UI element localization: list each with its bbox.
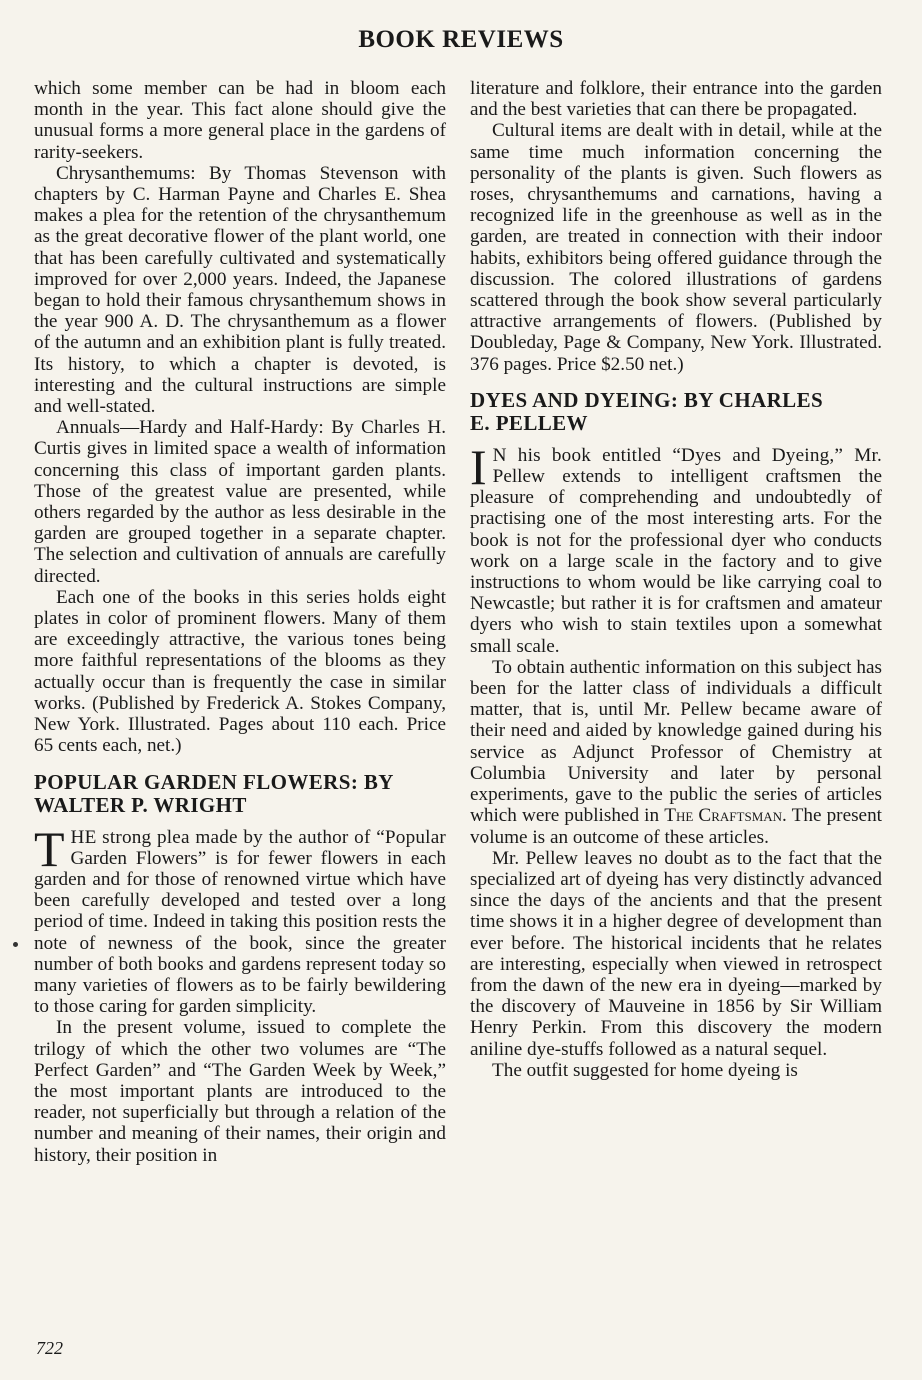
margin-mark: [13, 942, 18, 947]
page-number: 722: [36, 1338, 63, 1358]
heading-line: WALTER P. WRIGHT: [34, 792, 247, 817]
paragraph: Mr. Pellew leaves no doubt as to the fact that the specialized art of dyeing has very distinctly advanced since the days of the ancients and that the present time shows it in a higher degree of development than ever before. The historical incidents that he relates are interesting, especially when viewed in retrospect from the dawn of the new era in dyeing—marked by the discovery of Mauveine in 1856 by Sir William Henry Perkin. From this discovery the modern aniline dye-stuffs followed as a natural sequel.: [470, 847, 882, 1060]
running-head: BOOK REVIEWS: [358, 26, 564, 53]
left-column: [34, 78, 446, 1166]
heading-line: POPULAR GARDEN FLOWERS: BY: [34, 769, 394, 794]
paragraph-text: The present volume is an outcome of these articles.: [470, 805, 882, 848]
drop-cap: T: [34, 820, 65, 877]
review-heading: [34, 771, 446, 817]
paragraph: The outfit suggested for home dyeing is: [492, 1059, 798, 1081]
paragraph: [34, 820, 446, 1018]
paragraph-text: HE strong plea made by the author of “Popular Garden Flowers” is for fewer flowers in each garden and for those of renowned virtue which have been carefully developed and tested over a long period of time. Indeed in taking this position rests the note of newness of the book, since the greater number of both books and gardens represent today so many varieties of flowers as to be fairly bewildering to those caring for garden simplicity.: [34, 826, 446, 1018]
paragraph-text: To obtain authentic information on this subject has been for the latter class of individuals a difficult matter, that is, until Mr. Pellew became aware of their need and aided by knowledge gained during his service as Adjunct Professor of Chemistry at Columbia University and later by personal experiments, gave to the public the series of articles which were published in: [470, 656, 882, 827]
drop-cap: I: [470, 438, 487, 495]
paragraph: In the present volume, issued to complete the trilogy of which the other two volumes are “The Perfect Garden” and “The Garden Week by Week,” the most important plants are introduced to the reader, not superficially but through a relation of the number and meaning of their names, their origin and history, their position in: [34, 1017, 446, 1166]
paragraph: [470, 438, 882, 657]
right-column: [470, 78, 882, 1081]
review-heading: [470, 389, 882, 435]
paragraph-text: N his book entitled “Dyes and Dyeing,” Mr. Pellew extends to intelligent craftsmen the pleasure of comprehending and undoubtedly of practising one of the most interesting arts. For the book is not for the professional dyer who conducts work on a large scale in the factory and to give instructions to whom would be like carrying coal to Newcastle; but rather it is for craftsmen and amateur dyers who wish to stain textiles upon a somewhat small scale.: [470, 444, 882, 657]
magazine-title: The Craftsman.: [664, 805, 787, 827]
paragraph: which some member can be had in bloom each month in the year. This fact alone should give the unusual forms a more general place in the gardens of rarity-seekers.: [34, 78, 446, 163]
paragraph: Chrysanthemums: By Thomas Stevenson with chapters by C. Harman Payne and Charles E. Shea makes a plea for the retention of the chrysanthemum as the great decorative flower of the plant world, one that has been carefully cultivated and systematically improved for over 2,000 years. Indeed, the Japanese began to hold their famous chrysanthemum shows in the year 900 A. D. The chrysanthemum as a flower of the autumn and an exhibition plant is fully treated. Its history, to which a chapter is devoted, is interesting and the cultural instructions are simple and well-stated.: [34, 162, 446, 418]
heading-line: DYES AND DYEING: BY CHARLES: [470, 387, 824, 412]
heading-line: E. PELLEW: [470, 410, 588, 435]
paragraph: [470, 657, 882, 848]
paragraph: Cultural items are dealt with in detail, while at the same time much information concerning the personality of the plants is given. Such flowers as roses, chrysanthemums and carnations, having a recognized life in the greenhouse as well as in the garden, are treated in connection with their indoor habits, exhibitors being offered guidance through the discussion. The colored illustrations of gardens scattered through the book show several particularly attractive arrangements of flowers. (Published by Doubleday, Page & Company, New York. Illustrated. 376 pages. Price $2.50 net.): [470, 120, 882, 375]
paragraph: Each one of the books in this series holds eight plates in color of prominent flowers. Many of them are exceedingly attractive, the various tones being more faithful representations of the blooms as they actually occur than is frequently the case in similar works. (Published by Frederick A. Stokes Company, New York. Illustrated. Pages about 110 each. Price 65 cents each, net.): [34, 586, 446, 757]
paragraph: Annuals—Hardy and Half-Hardy: By Charles H. Curtis gives in limited space a wealth of information concerning this class of important garden plants. Those of the greatest value are presented, while others regarded by the author as less desirable in the garden are grouped together in a separate chapter. The selection and cultivation of annuals are carefully directed.: [34, 417, 446, 587]
paragraph: literature and folklore, their entrance into the garden and the best varieties that can there be propagated.: [470, 78, 882, 121]
